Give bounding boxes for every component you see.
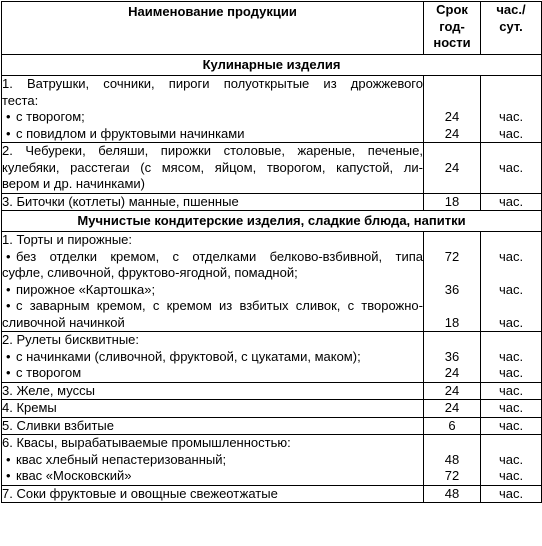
shelf-life-cell <box>424 76 481 143</box>
header-term-line-2: год- <box>439 18 465 34</box>
product-cell <box>2 417 424 435</box>
unit-cell <box>481 400 542 418</box>
shelf-life-cell <box>424 417 481 435</box>
table-row <box>2 332 542 383</box>
shelf-life-value: 24 <box>444 400 460 415</box>
shelf-life-cell <box>424 232 481 332</box>
unit-value: час. <box>498 417 524 433</box>
product-line: суфле, сливочной, фруктово-ягодной, помадной; <box>2 265 298 280</box>
unit-value: час. <box>498 314 524 330</box>
product-line: 2. Рулеты бисквитные: <box>2 332 140 347</box>
unit-value: час. <box>498 382 524 398</box>
product-cell <box>2 232 424 332</box>
shelf-life-value: 72 <box>444 468 460 483</box>
unit-value: час. <box>498 109 524 124</box>
bullet-item: • с начинками (сливочной, фруктовой, с цукатами, маком); <box>2 349 423 366</box>
shelf-life-value: 18 <box>444 193 460 209</box>
unit-value: час. <box>498 451 524 467</box>
shelf-life-cell <box>424 435 481 486</box>
unit-value: час. <box>498 365 524 380</box>
product-line: 4. Кремы <box>2 400 57 415</box>
header-unit <box>481 2 542 55</box>
shelf-life-value: 24 <box>444 125 460 141</box>
header-unit-line-1: час./ <box>496 2 526 17</box>
unit-value: час. <box>498 125 524 141</box>
product-cell <box>2 143 424 194</box>
shelf-life-value: 24 <box>444 109 460 124</box>
unit-value: час. <box>498 468 524 483</box>
bullet-item: • с творогом <box>2 365 423 382</box>
unit-cell <box>481 232 542 332</box>
unit-cell <box>481 193 542 211</box>
unit-cell <box>481 382 542 400</box>
unit-value: час. <box>498 159 524 175</box>
section-row <box>2 211 542 232</box>
bullet-item: • квас «Московский» <box>2 468 423 485</box>
shelf-life-value: 48 <box>444 451 460 467</box>
shelf-life-cell <box>424 400 481 418</box>
shelf-life-value: 24 <box>444 382 460 398</box>
section-title-confectionery: Мучнистые кондитерские изделия, сладкие блюда, напитки <box>2 211 542 232</box>
table-row <box>2 143 542 194</box>
table-row <box>2 485 542 503</box>
shelf-life-table <box>1 1 542 503</box>
product-line: кулебяки, расстегаи (с мясом, яйцом, творогом, капустой, ли- <box>2 159 423 175</box>
product-cell <box>2 382 424 400</box>
shelf-life-value: 6 <box>448 417 456 433</box>
product-line: 1. Торты и пирожные: <box>2 232 133 247</box>
shelf-life-cell <box>424 485 481 503</box>
product-line: 3. Биточки (котлеты) манные, пшенные <box>2 193 239 209</box>
product-cell <box>2 400 424 418</box>
header-term-line-3: ности <box>433 35 471 50</box>
shelf-life-value: 24 <box>444 365 460 380</box>
header-unit-line-2: сут. <box>499 18 523 34</box>
table-row <box>2 232 542 332</box>
product-cell <box>2 485 424 503</box>
unit-value: час. <box>498 281 524 297</box>
shelf-life-value: 72 <box>444 248 460 264</box>
product-line: теста: <box>2 92 39 108</box>
shelf-life-cell <box>424 193 481 211</box>
bullet-item: • без отделки кремом, с отделками белково-взбивной, типа <box>2 249 423 266</box>
shelf-life-value: 48 <box>444 485 460 501</box>
unit-cell <box>481 417 542 435</box>
unit-cell <box>481 76 542 143</box>
unit-value: час. <box>498 400 524 415</box>
table-row <box>2 435 542 486</box>
shelf-life-cell <box>424 143 481 194</box>
header-product-name: Наименование продукции <box>2 2 424 55</box>
unit-value: час. <box>498 248 524 264</box>
bullet-item: • пирожное «Картошка»; <box>2 282 423 299</box>
product-line: 2. Чебуреки, беляши, пирожки столовые, жареные, печеные, <box>2 143 423 158</box>
unit-value: час. <box>498 348 524 364</box>
product-line: сливочной начинкой <box>2 314 125 330</box>
product-cell <box>2 193 424 211</box>
product-cell <box>2 332 424 383</box>
shelf-life-value: 36 <box>444 348 460 364</box>
unit-cell <box>481 485 542 503</box>
shelf-life-value: 36 <box>444 281 460 297</box>
unit-value: час. <box>498 485 524 501</box>
section-row <box>2 55 542 76</box>
table-row <box>2 382 542 400</box>
table-row <box>2 417 542 435</box>
product-line: 6. Квасы, вырабатываемые промышленностью: <box>2 435 291 450</box>
bullet-item: • с повидлом и фруктовыми начинками <box>2 126 423 143</box>
shelf-life-cell <box>424 332 481 383</box>
product-line: 3. Желе, муссы <box>2 382 95 398</box>
shelf-life-cell <box>424 382 481 400</box>
header-shelf-life <box>424 2 481 55</box>
table-row <box>2 400 542 418</box>
product-cell <box>2 76 424 143</box>
unit-cell <box>481 143 542 194</box>
unit-cell <box>481 435 542 486</box>
section-title-culinary: Кулинарные изделия <box>2 55 542 76</box>
header-term-line-1: Срок <box>436 2 468 17</box>
bullet-item: • с заварным кремом, с кремом из взбитых сливок, с творожно- <box>2 298 423 315</box>
table-header-row <box>2 2 542 55</box>
product-line: 5. Сливки взбитые <box>2 417 114 433</box>
bullet-item: • квас хлебный непастеризованный; <box>2 452 423 469</box>
unit-value: час. <box>498 193 524 209</box>
product-line: 7. Соки фруктовые и овощные свежеотжатые <box>2 485 278 501</box>
product-cell <box>2 435 424 486</box>
table-row <box>2 76 542 143</box>
bullet-item: • с творогом; <box>2 109 423 126</box>
unit-cell <box>481 332 542 383</box>
table-row <box>2 193 542 211</box>
product-line: 1. Ватрушки, сочники, пироги полуоткрытые из дрожжевого <box>2 76 423 91</box>
shelf-life-value: 18 <box>444 314 460 330</box>
product-line: вером и др. начинками) <box>2 176 145 191</box>
shelf-life-value: 24 <box>444 159 460 175</box>
